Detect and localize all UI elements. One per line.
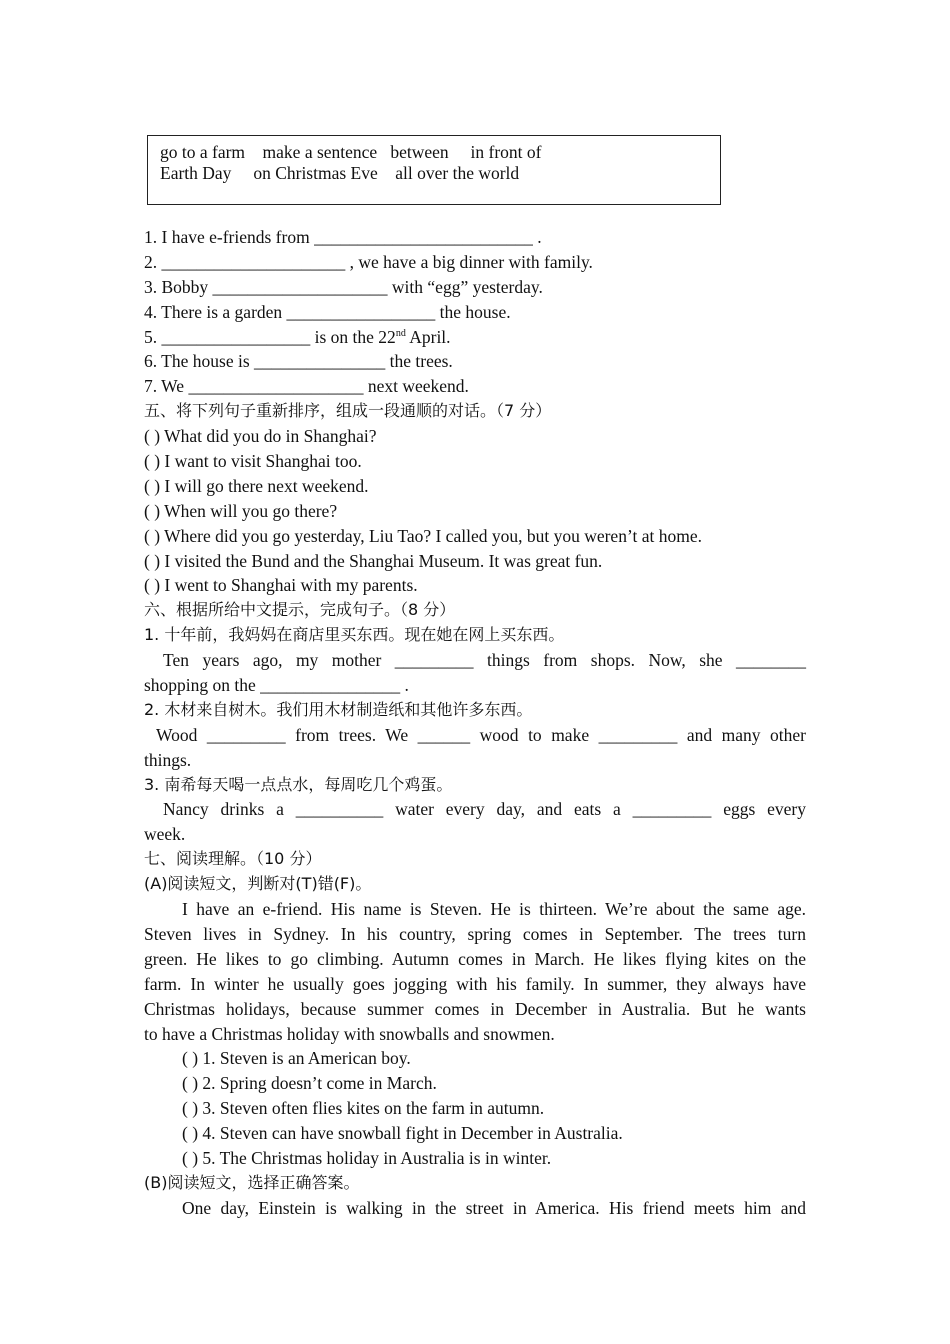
translation-answer-1b: shopping on the ________________ . — [144, 675, 409, 696]
passage-a-line: I have an e-friend. His name is Steven. He is thirteen. We’re about the same age. — [182, 899, 806, 920]
passage-a-line: green. He likes to go climbing. Autumn comes in March. He likes flying kites on the — [144, 948, 806, 969]
translation-answer-3b: week. — [144, 824, 186, 845]
translation-prompt-2: 2. 木材来自树木。我们用木材制造纸和其他许多东西。 — [144, 699, 533, 719]
fill-blank-question-3: 3. Bobby ____________________ with “egg” yesterday. — [144, 276, 543, 297]
translation-answer-1a: Ten years ago, my mother _________ things from shops. Now, she ________ — [163, 650, 806, 671]
reorder-item: ( ) What did you do in Shanghai? — [144, 426, 377, 447]
true-false-item: ( ) 5. The Christmas holiday in Australia is in winter. — [182, 1147, 552, 1168]
true-false-item: ( ) 1. Steven is an American boy. — [182, 1048, 411, 1069]
question-5-text: 5. _________________ is on the 22 — [144, 326, 396, 347]
true-false-item: ( ) 2. Spring doesn’t come in March. — [182, 1073, 437, 1094]
word-bank-phrase: go to a farm — [160, 142, 246, 162]
worksheet-content — [144, 225, 806, 1221]
fill-blank-question-2: 2. _____________________ , we have a big dinner with family. — [144, 251, 593, 272]
section-7-heading: 七、阅读理解。（10 分） — [144, 849, 322, 869]
reorder-item: ( ) I will go there next weekend. — [144, 475, 369, 496]
part-a-heading: (A)阅读短文，判断对(T)错(F)。 — [144, 874, 372, 894]
passage-a-line: Steven lives in Sydney. In his country, spring comes in September. The trees turn — [144, 923, 806, 944]
translation-prompt-3: 3. 南希每天喝一点点水，每周吃几个鸡蛋。 — [144, 774, 453, 794]
passage-a-line: farm. In winter he usually goes jogging with his family. In summer, they always have — [144, 973, 806, 994]
passage-b-line: One day, Einstein is walking in the street in America. His friend meets him and — [182, 1197, 806, 1218]
fill-blank-question-5 — [144, 325, 806, 350]
part-b-heading: (B)阅读短文，选择正确答案。 — [144, 1172, 360, 1192]
ordinal-suffix: nd — [395, 327, 406, 339]
fill-blank-question-6: 6. The house is _______________ the trees. — [144, 351, 453, 372]
passage-a-line: Christmas holidays, because summer comes in December in Australia. But he wants — [144, 998, 806, 1019]
reorder-item: ( ) I want to visit Shanghai too. — [144, 451, 362, 472]
word-bank-phrase: make a sentence — [262, 142, 378, 162]
question-5-tail: April. — [405, 326, 451, 347]
word-bank-phrase: between — [390, 142, 449, 162]
true-false-item: ( ) 3. Steven often flies kites on the farm in autumn. — [182, 1098, 545, 1119]
word-bank-row-1 — [160, 142, 720, 163]
section-6-heading: 六、根据所给中文提示，完成句子。（8 分） — [144, 600, 456, 620]
word-bank-phrase: on Christmas Eve — [253, 163, 378, 183]
word-bank-box — [147, 135, 721, 205]
reorder-item: ( ) Where did you go yesterday, Liu Tao? I called you, but you weren’t at home. — [144, 525, 702, 546]
fill-blank-question-4: 4. There is a garden _________________ the house. — [144, 301, 511, 322]
word-bank-phrase: all over the world — [395, 163, 520, 183]
reorder-item: ( ) I visited the Bund and the Shanghai Museum. It was great fun. — [144, 550, 603, 571]
reorder-item: ( ) I went to Shanghai with my parents. — [144, 575, 418, 596]
fill-blank-question-7: 7. We ____________________ next weekend. — [144, 376, 469, 397]
section-5-heading: 五、将下列句子重新排序，组成一段通顺的对话。（7 分） — [144, 401, 552, 421]
true-false-item: ( ) 4. Steven can have snowball fight in December in Australia. — [182, 1123, 623, 1144]
word-bank-row-2 — [160, 163, 720, 184]
translation-answer-2b: things. — [144, 749, 192, 770]
reorder-item: ( ) When will you go there? — [144, 500, 338, 521]
translation-prompt-1: 1. 十年前，我妈妈在商店里买东西。现在她在网上买东西。 — [144, 625, 565, 645]
fill-blank-question-1: 1. I have e-friends from _________________________ . — [144, 227, 542, 247]
translation-answer-2a: Wood _________ from trees. We ______ wood to make _________ and many other — [156, 724, 806, 745]
translation-answer-3a: Nancy drinks a __________ water every day, and eats a _________ eggs every — [163, 799, 806, 820]
passage-a-line: to have a Christmas holiday with snowballs and snowmen. — [144, 1023, 555, 1044]
word-bank-phrase: in front of — [470, 142, 542, 162]
word-bank-phrase: Earth Day — [160, 163, 232, 183]
